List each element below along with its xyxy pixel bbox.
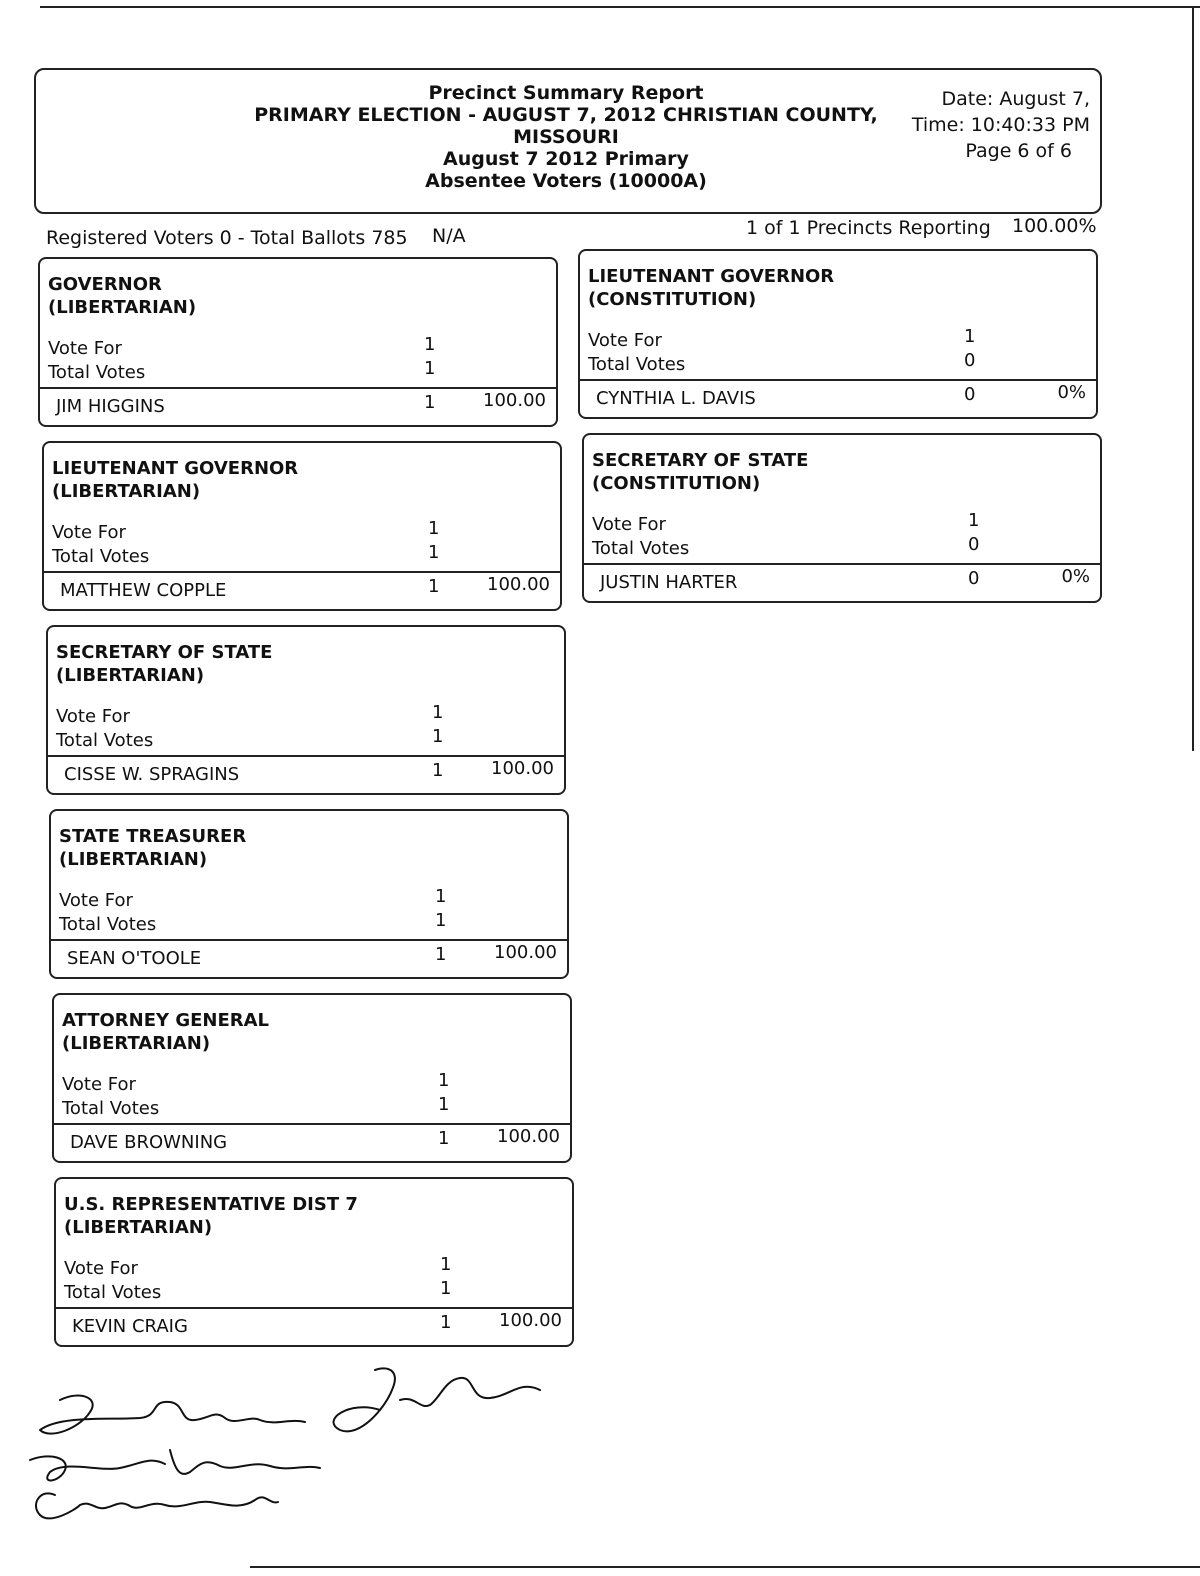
vote-for-value: 1 bbox=[440, 1254, 452, 1275]
race-title: SECRETARY OF STATE (CONSTITUTION) bbox=[592, 450, 809, 494]
title-line: PRIMARY ELECTION - AUGUST 7, 2012 CHRISTIAN COUNTY, bbox=[254, 104, 878, 126]
race-title: ATTORNEY GENERAL (LIBERTARIAN) bbox=[62, 1010, 270, 1054]
page-border-right bbox=[1192, 6, 1194, 751]
signature-4 bbox=[36, 1493, 278, 1518]
race-box bbox=[582, 433, 1102, 603]
candidate-votes: 1 bbox=[440, 1312, 452, 1333]
race-title: LIEUTENANT GOVERNOR (LIBERTARIAN) bbox=[52, 458, 299, 502]
report-title bbox=[216, 82, 916, 192]
vote-for-label: Vote For bbox=[64, 1258, 138, 1279]
total-votes-label: Total Votes bbox=[48, 362, 146, 383]
race-divider bbox=[51, 939, 567, 941]
candidate-votes: 1 bbox=[428, 576, 440, 597]
total-votes-label: Total Votes bbox=[52, 546, 150, 567]
signature-2 bbox=[334, 1368, 540, 1431]
vote-for-value: 1 bbox=[968, 510, 980, 531]
race-divider bbox=[44, 571, 560, 573]
candidate-percent: 100.00 bbox=[494, 942, 557, 963]
candidate-votes: 1 bbox=[432, 760, 444, 781]
race-title: LIEUTENANT GOVERNOR (CONSTITUTION) bbox=[588, 266, 835, 310]
signature-1 bbox=[40, 1396, 305, 1434]
race-title: GOVERNOR (LIBERTARIAN) bbox=[48, 274, 197, 318]
page-number: Page 6 of 6 bbox=[965, 140, 1072, 162]
candidate-name: DAVE BROWNING bbox=[70, 1132, 228, 1153]
registered-voters: Registered Voters 0 - Total Ballots 785 bbox=[46, 227, 408, 249]
total-votes-value: 1 bbox=[428, 542, 440, 563]
race-divider bbox=[54, 1123, 570, 1125]
title-line: August 7 2012 Primary bbox=[443, 148, 689, 170]
candidate-votes: 0 bbox=[964, 384, 976, 405]
vote-for-value: 1 bbox=[964, 326, 976, 347]
candidate-votes: 1 bbox=[435, 944, 447, 965]
race-box bbox=[38, 257, 558, 427]
race-divider bbox=[40, 387, 556, 389]
candidate-name: JUSTIN HARTER bbox=[600, 572, 738, 593]
total-votes-label: Total Votes bbox=[64, 1282, 162, 1303]
race-divider bbox=[56, 1307, 572, 1309]
vote-for-value: 1 bbox=[435, 886, 447, 907]
candidate-name: CYNTHIA L. DAVIS bbox=[596, 388, 756, 409]
race-divider bbox=[584, 563, 1100, 565]
candidate-name: MATTHEW COPPLE bbox=[60, 580, 227, 601]
candidate-votes: 1 bbox=[424, 392, 436, 413]
total-votes-label: Total Votes bbox=[588, 354, 686, 375]
candidate-percent: 100.00 bbox=[499, 1310, 562, 1331]
page-border-bottom bbox=[250, 1566, 1200, 1568]
report-header bbox=[34, 68, 1102, 214]
total-votes-label: Total Votes bbox=[62, 1098, 160, 1119]
race-box bbox=[578, 249, 1098, 419]
precincts-reporting: 1 of 1 Precincts Reporting bbox=[746, 217, 991, 239]
title-line: MISSOURI bbox=[513, 126, 619, 148]
race-box bbox=[46, 625, 566, 795]
candidate-name: JIM HIGGINS bbox=[56, 396, 165, 417]
candidate-name: CISSE W. SPRAGINS bbox=[64, 764, 240, 785]
vote-for-value: 1 bbox=[438, 1070, 450, 1091]
vote-for-label: Vote For bbox=[592, 514, 666, 535]
candidate-percent: 100.00 bbox=[497, 1126, 560, 1147]
vote-for-label: Vote For bbox=[56, 706, 130, 727]
report-date: Date: August 7, bbox=[941, 88, 1090, 110]
total-votes-value: 0 bbox=[968, 534, 980, 555]
title-line: Precinct Summary Report bbox=[428, 82, 704, 104]
race-box bbox=[42, 441, 562, 611]
total-votes-value: 1 bbox=[440, 1278, 452, 1299]
candidate-name: KEVIN CRAIG bbox=[72, 1316, 188, 1337]
candidate-name: SEAN O'TOOLE bbox=[67, 948, 202, 969]
candidate-percent: 0% bbox=[1061, 566, 1090, 587]
race-box bbox=[54, 1177, 574, 1347]
candidate-percent: 100.00 bbox=[483, 390, 546, 411]
race-box bbox=[52, 993, 572, 1163]
title-line: Absentee Voters (10000A) bbox=[425, 170, 707, 192]
candidate-votes: 1 bbox=[438, 1128, 450, 1149]
total-votes-value: 1 bbox=[438, 1094, 450, 1115]
total-votes-value: 1 bbox=[435, 910, 447, 931]
report-meta bbox=[912, 86, 1090, 164]
total-votes-label: Total Votes bbox=[59, 914, 157, 935]
page-border-top bbox=[40, 6, 1200, 8]
race-title: STATE TREASURER (LIBERTARIAN) bbox=[59, 826, 247, 870]
race-divider bbox=[580, 379, 1096, 381]
vote-for-value: 1 bbox=[432, 702, 444, 723]
handwritten-signatures bbox=[20, 1360, 580, 1540]
vote-for-label: Vote For bbox=[62, 1074, 136, 1095]
vote-for-label: Vote For bbox=[52, 522, 126, 543]
vote-for-value: 1 bbox=[428, 518, 440, 539]
race-title: SECRETARY OF STATE (LIBERTARIAN) bbox=[56, 642, 273, 686]
race-box bbox=[49, 809, 569, 979]
total-votes-value: 1 bbox=[424, 358, 436, 379]
total-votes-label: Total Votes bbox=[56, 730, 154, 751]
total-votes-value: 1 bbox=[432, 726, 444, 747]
vote-for-label: Vote For bbox=[48, 338, 122, 359]
vote-for-value: 1 bbox=[424, 334, 436, 355]
candidate-votes: 0 bbox=[968, 568, 980, 589]
status-na: N/A bbox=[432, 225, 466, 247]
candidate-percent: 0% bbox=[1057, 382, 1086, 403]
signature-3 bbox=[30, 1450, 320, 1480]
candidate-percent: 100.00 bbox=[487, 574, 550, 595]
precincts-percent: 100.00% bbox=[1012, 215, 1097, 237]
vote-for-label: Vote For bbox=[59, 890, 133, 911]
vote-for-label: Vote For bbox=[588, 330, 662, 351]
total-votes-value: 0 bbox=[964, 350, 976, 371]
race-divider bbox=[48, 755, 564, 757]
candidate-percent: 100.00 bbox=[491, 758, 554, 779]
race-title: U.S. REPRESENTATIVE DIST 7 (LIBERTARIAN) bbox=[64, 1194, 358, 1238]
total-votes-label: Total Votes bbox=[592, 538, 690, 559]
report-time: Time: 10:40:33 PM bbox=[911, 114, 1090, 136]
